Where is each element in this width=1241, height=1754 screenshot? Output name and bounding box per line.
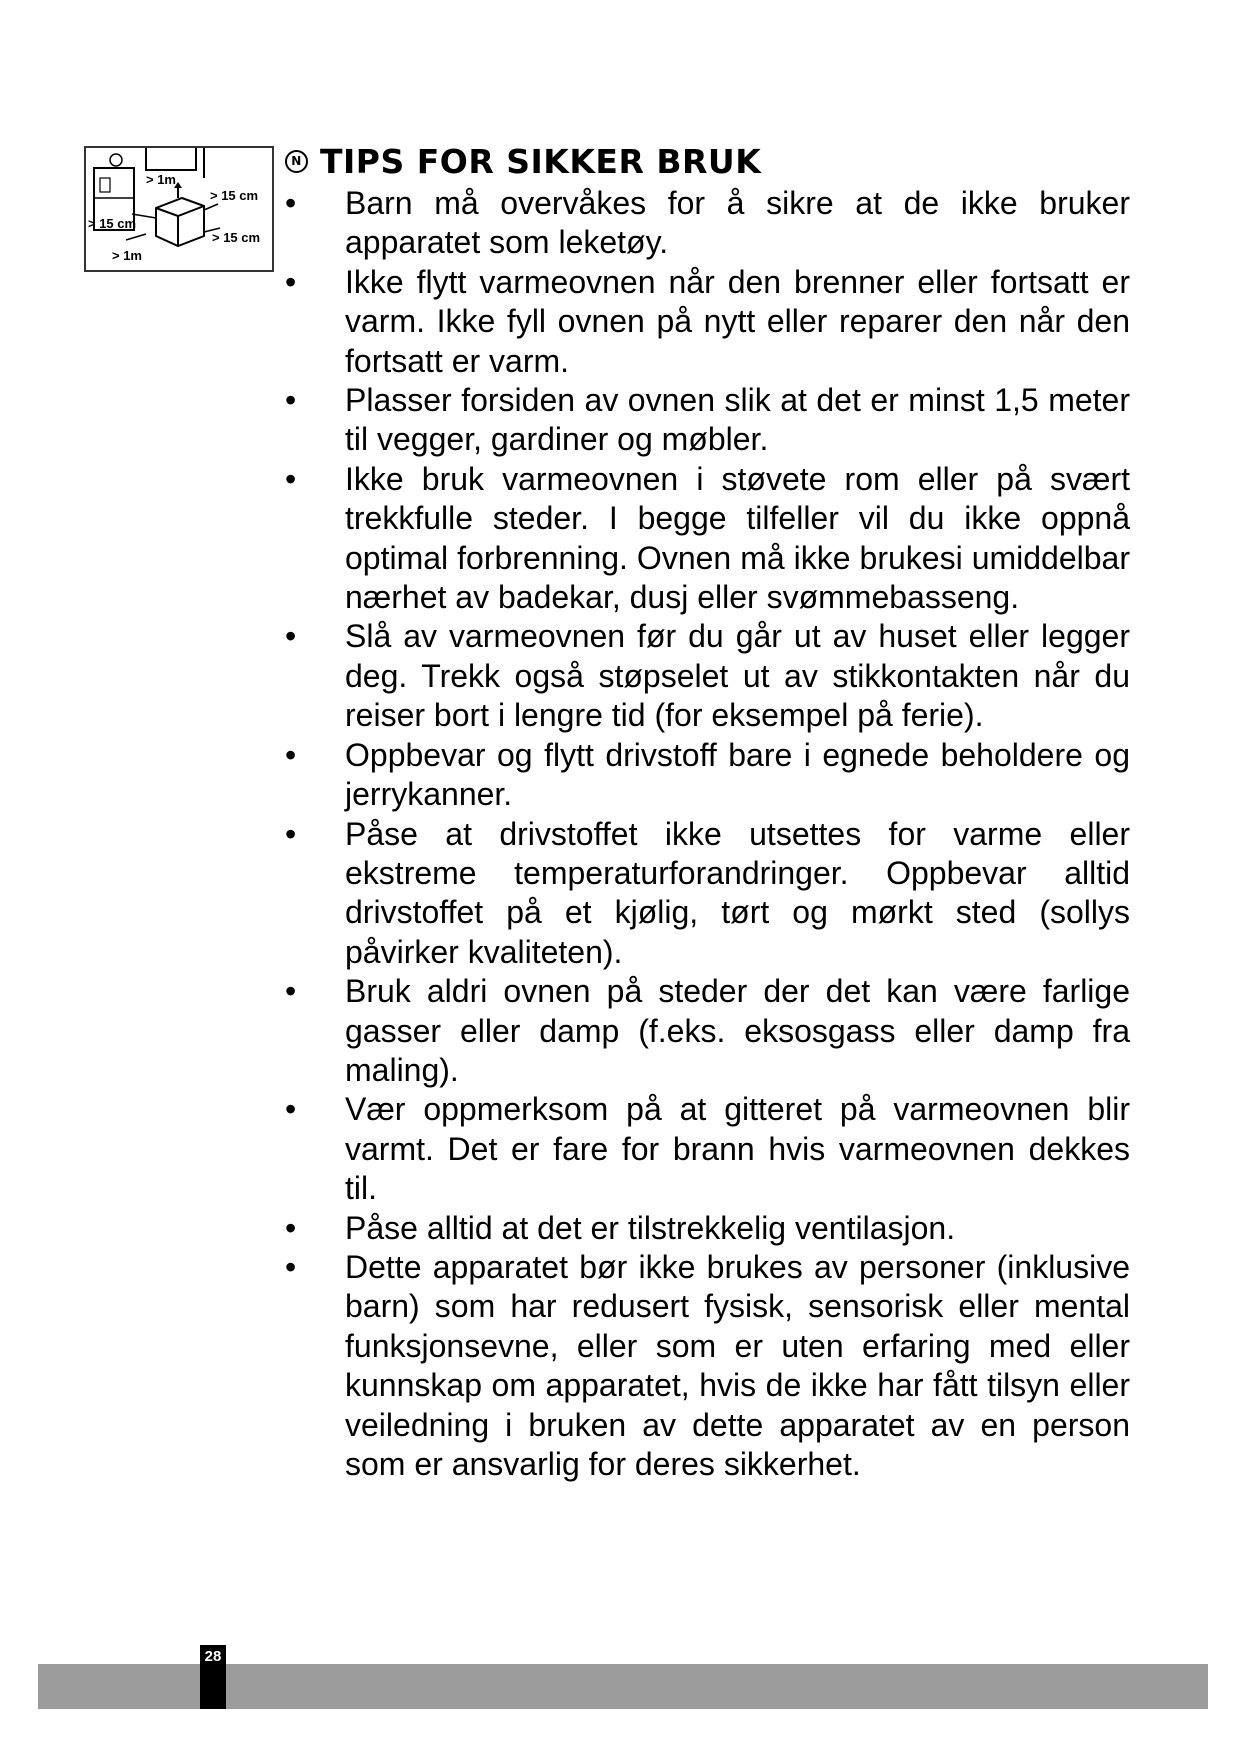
label-top-clearance: > 1m xyxy=(146,172,176,187)
safety-tips-section xyxy=(285,138,1130,1484)
list-item: • Ikke flytt varmeovnen når den brenner eller fortsatt er varm. Ikke fyll ovnen på nytt eller reparer den når den fortsatt er varm. xyxy=(285,263,1130,381)
list-item: • Plasser forsiden av ovnen slik at det er minst 1,5 meter til vegger, gardiner og møbler. xyxy=(285,381,1130,460)
label-right-upper-clearance: > 15 cm xyxy=(210,188,259,203)
section-title: TIPS FOR SIKKER BRUK xyxy=(320,141,762,181)
tips-list xyxy=(285,184,1130,1484)
list-item: • Oppbevar og flytt drivstoff bare i egnede beholdere og jerrykanner. xyxy=(285,736,1130,815)
list-item: • Dette apparatet bør ikke brukes av personer (inklusive barn) som har redusert fysisk, sensorisk eller mental funksjonsevne, eller som er uten erfaring med eller kunnskap om apparatet, hvis de ikke har fått tilsyn eller veiledning i bruken av dette apparatet av en person som er ansvarlig for deres sikkerhet. xyxy=(285,1248,1130,1484)
list-item: • Vær oppmerksom på at gitteret på varmeovnen blir varmt. Det er fare for brann hvis varmeovnen dekkes til. xyxy=(285,1090,1130,1208)
label-left-clearance: > 15 cm xyxy=(88,216,137,231)
section-heading xyxy=(285,138,1130,184)
list-item: • Påse alltid at det er tilstrekkelig ventilasjon. xyxy=(285,1209,1130,1248)
list-item: • Påse at drivstoffet ikke utsettes for varme eller ekstreme temperaturforandringer. Oppbevar alltid drivstoffet på et kjølig, tørt og mørkt sted (sollys påvirker kvaliteten). xyxy=(285,815,1130,973)
clearance-diagram xyxy=(84,146,274,272)
list-item: • Slå av varmeovnen før du går ut av huset eller legger deg. Trekk også støpselet ut av stikkontakten når du reiser bort i lengre tid (for eksempel på ferie). xyxy=(285,617,1130,735)
page-number: 28 xyxy=(200,1645,226,1709)
clearance-diagram-drawing xyxy=(86,148,272,270)
list-item: • Barn må overvåkes for å sikre at de ikke bruker apparatet som leketøy. xyxy=(285,184,1130,263)
label-right-lower-clearance: > 15 cm xyxy=(212,230,261,245)
list-item: • Ikke bruk varmeovnen i støvete rom eller på svært trekkfulle steder. I begge tilfeller vil du ikke oppnå optimal forbrenning. Ovnen må ikke brukesi umiddelbar nærhet av badekar, dusj eller svømmebasseng. xyxy=(285,460,1130,618)
label-front-clearance: > 1m xyxy=(112,248,142,263)
language-badge-icon: N xyxy=(285,150,308,173)
list-item: • Bruk aldri ovnen på steder der det kan være farlige gasser eller damp (f.eks. eksosgass eller damp fra maling). xyxy=(285,972,1130,1090)
